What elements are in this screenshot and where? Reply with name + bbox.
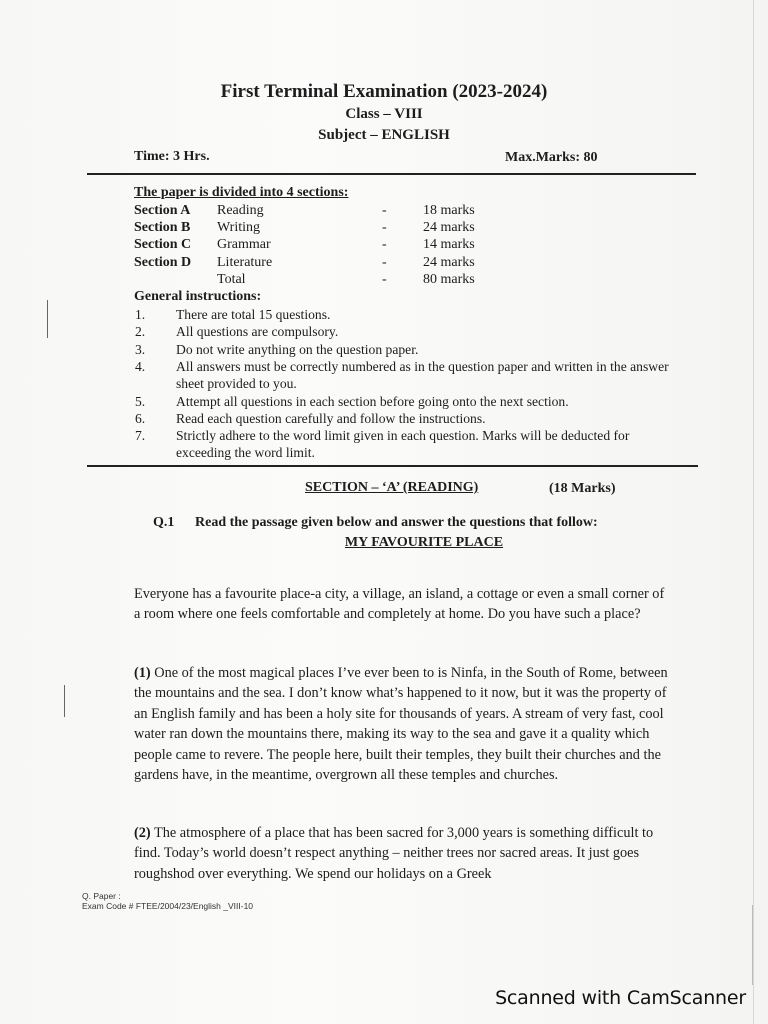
section-dash: - bbox=[382, 220, 387, 235]
section-code: Section B bbox=[134, 220, 191, 235]
instruction-text: There are total 15 questions. bbox=[176, 307, 331, 322]
instruction-text: Read each question carefully and follow the instructions. bbox=[176, 411, 486, 426]
exam-title: First Terminal Examination (2023-2024) bbox=[220, 81, 548, 102]
instruction-text: All answers must be correctly numbered as in the question paper and written in the answer sheet provided to you. bbox=[176, 359, 669, 391]
instruction-number: 5. bbox=[135, 394, 146, 409]
question-number: Q.1 bbox=[153, 515, 175, 530]
footer-exam-code: Exam Code # FTEE/2004/23/English _VIII-10 bbox=[82, 901, 254, 911]
scan-mark bbox=[64, 685, 65, 717]
section-marks: 18 marks bbox=[423, 203, 475, 218]
instruction-text: Do not write anything on the question paper. bbox=[176, 342, 419, 357]
section-marks: 24 marks bbox=[423, 220, 475, 235]
subject-line: Subject – ENGLISH bbox=[318, 127, 450, 143]
section-name: Reading bbox=[217, 203, 264, 218]
class-line: Class – VIII bbox=[345, 106, 423, 122]
passage-title: MY FAVOURITE PLACE bbox=[344, 535, 504, 550]
instruction-number: 1. bbox=[135, 307, 146, 322]
passage-paragraph-2 bbox=[134, 823, 674, 884]
section-dash: - bbox=[382, 203, 387, 218]
section-code: Section C bbox=[134, 237, 192, 252]
section-marks: 14 marks bbox=[423, 237, 475, 252]
camscanner-watermark: Scanned with CamScanner bbox=[495, 987, 746, 1009]
section-row bbox=[134, 220, 494, 237]
instruction-number: 3. bbox=[135, 342, 146, 357]
instruction-text: Strictly adhere to the word limit given in each question. Marks will be deducted for exceeding the word limit. bbox=[176, 428, 630, 460]
section-total-row bbox=[134, 272, 494, 289]
section-code: Section D bbox=[134, 255, 192, 270]
section-a-title: SECTION – ‘A’ (READING) bbox=[305, 480, 479, 495]
section-dash: - bbox=[382, 237, 387, 252]
instructions-divider bbox=[87, 465, 698, 467]
section-dash: - bbox=[382, 255, 387, 270]
instruction-text: Attempt all questions in each section before going onto the next section. bbox=[176, 394, 569, 409]
section-row bbox=[134, 203, 494, 220]
instruction-number: 4. bbox=[135, 359, 146, 374]
paragraph-number: (2) bbox=[134, 825, 151, 841]
section-row bbox=[134, 255, 494, 272]
section-code: Section A bbox=[134, 203, 191, 218]
instructions-heading: General instructions: bbox=[134, 289, 262, 304]
scan-mark bbox=[47, 300, 48, 338]
time-allowed: Time: 3 Hrs. bbox=[134, 149, 210, 164]
section-marks: 80 marks bbox=[423, 272, 475, 287]
instruction-text: All questions are compulsory. bbox=[176, 324, 339, 339]
paragraph-text: One of the most magical places I’ve ever been to is Ninfa, in the South of Rome, between the mountains and the sea. I don’t know what’s happened to it now, but it was the property of an English family and has been a holy site for thousands of years. A stream of very fast, cool water ran down the mountains there, making its way to the sea and gave it a quality which people came to revere. The people here, built their temples, they built their churches and the gardens have, in the meantime, overgrown all these temples and churches. bbox=[134, 665, 668, 784]
max-marks: Max.Marks: 80 bbox=[505, 150, 598, 165]
instruction-number: 6. bbox=[135, 411, 146, 426]
scan-mark bbox=[752, 905, 753, 985]
section-row bbox=[134, 237, 494, 254]
sections-heading: The paper is divided into 4 sections: bbox=[134, 185, 349, 200]
section-name: Total bbox=[217, 272, 246, 287]
header-divider bbox=[87, 173, 696, 175]
passage-paragraph-1 bbox=[134, 663, 674, 785]
page-edge bbox=[753, 0, 754, 1024]
section-a-marks: (18 Marks) bbox=[549, 481, 616, 496]
footer-qpaper: Q. Paper : bbox=[82, 891, 121, 901]
paragraph-number: (1) bbox=[134, 665, 151, 681]
section-name: Grammar bbox=[217, 237, 271, 252]
section-dash: - bbox=[382, 272, 387, 287]
question-text: Read the passage given below and answer the questions that follow: bbox=[195, 515, 598, 530]
section-marks: 24 marks bbox=[423, 255, 475, 270]
passage-intro: Everyone has a favourite place-a city, a village, an island, a cottage or even a small corner of a room where one feels comfortable and completely at home. Do you have such a place? bbox=[134, 586, 665, 623]
instruction-number: 2. bbox=[135, 324, 146, 339]
instruction-number: 7. bbox=[135, 428, 146, 443]
paragraph-text: The atmosphere of a place that has been sacred for 3,000 years is something difficult to find. Today’s world doesn’t respect anything – neither trees nor sacred areas. It just goes roughshod over everything. We spend our holidays on a Greek bbox=[134, 825, 654, 882]
section-name: Literature bbox=[217, 255, 273, 270]
section-name: Writing bbox=[217, 220, 260, 235]
